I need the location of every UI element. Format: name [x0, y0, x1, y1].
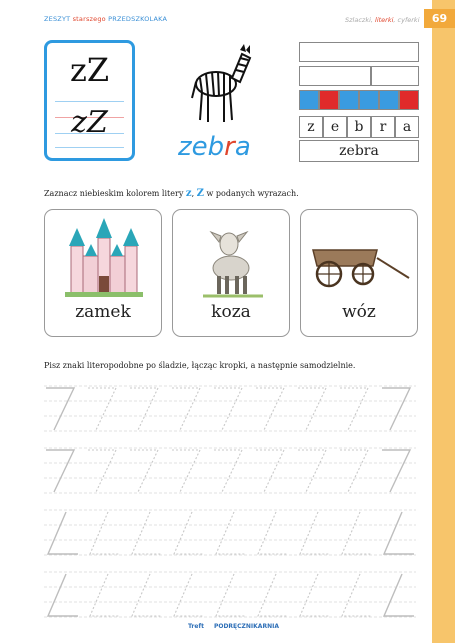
trace-glyph — [382, 450, 410, 492]
trace-glyph — [132, 512, 162, 554]
trace-glyph — [88, 450, 116, 492]
trace-glyph — [90, 574, 120, 616]
trace-glyph — [300, 512, 330, 554]
trace-glyph — [256, 450, 284, 492]
series-title-part1: ZESZYT — [44, 15, 71, 23]
trace-glyph — [174, 512, 204, 554]
word-letter-z: z — [178, 132, 192, 162]
printed-letters: zZ — [69, 51, 110, 89]
trace-glyph — [384, 574, 414, 616]
trace-glyph — [382, 388, 410, 430]
trace-glyph — [46, 388, 74, 430]
trace-glyph — [132, 574, 162, 616]
trace-glyph — [48, 574, 78, 616]
instruction-1-text: Zaznacz niebieskim kolorem litery — [44, 189, 186, 198]
trace-glyph — [88, 388, 116, 430]
trace-glyph — [216, 574, 246, 616]
publisher-footer — [188, 623, 279, 630]
trace-glyph — [342, 512, 372, 554]
letter-box: z — [299, 116, 323, 138]
series-title-part2: starszego — [72, 15, 106, 23]
instruction-1-letter-big: Z — [196, 188, 204, 199]
trace-glyph — [214, 388, 242, 430]
trace-glyph — [172, 450, 200, 492]
trace-glyph — [172, 388, 200, 430]
instruction-1-letter-small: z — [185, 188, 192, 199]
trace-glyph — [300, 574, 330, 616]
trace-glyph — [130, 388, 158, 430]
trace-glyph — [90, 512, 120, 554]
trace-glyph — [214, 450, 242, 492]
letter-box: r — [371, 116, 395, 138]
trace-glyph — [216, 512, 246, 554]
word-letter-end: a — [234, 132, 251, 162]
series-title-part3: PRZEDSZKOLAKA — [108, 15, 168, 23]
word-letter-r: r — [224, 132, 235, 162]
trace-glyph — [340, 450, 368, 492]
trace-glyph — [258, 574, 288, 616]
trace-glyph — [174, 574, 204, 616]
word-letters-middle: eb — [191, 132, 225, 162]
trace-glyph — [340, 388, 368, 430]
trace-glyph — [298, 388, 326, 430]
instruction-1-comma: , — [191, 189, 197, 198]
trace-glyph — [256, 388, 284, 430]
crumb-part3: , cyferki — [393, 16, 420, 24]
trace-glyph — [258, 512, 288, 554]
crumb-part1: Szlaczki, — [345, 16, 376, 24]
card-caption: wóz — [342, 302, 376, 322]
publisher-name: PODRĘCZNIKARNIA — [213, 623, 279, 630]
card-caption: zamek — [75, 302, 131, 322]
letter-box: b — [347, 116, 371, 138]
instruction-2: Pisz znaki literopodobne po śladzie, łącząc kropki, a następnie samodzielnie. — [44, 361, 356, 370]
trace-glyph — [298, 450, 326, 492]
trace-glyph — [48, 512, 78, 554]
letter-box: a — [395, 116, 419, 138]
publisher-logo: Treft — [188, 623, 204, 630]
crumb-part2: literki — [375, 16, 394, 24]
letter-box: e — [323, 116, 347, 138]
page-number: 69 — [424, 9, 455, 28]
card-caption: koza — [211, 302, 251, 322]
instruction-1-tail: w podanych wyrazach. — [203, 189, 299, 198]
trace-glyph — [46, 450, 74, 492]
trace-glyph — [384, 512, 414, 554]
script-letters: zZ — [71, 105, 108, 140]
trace-glyph — [342, 574, 372, 616]
side-color-strip — [432, 0, 455, 643]
word-box: zebra — [299, 140, 419, 162]
trace-glyph — [130, 450, 158, 492]
